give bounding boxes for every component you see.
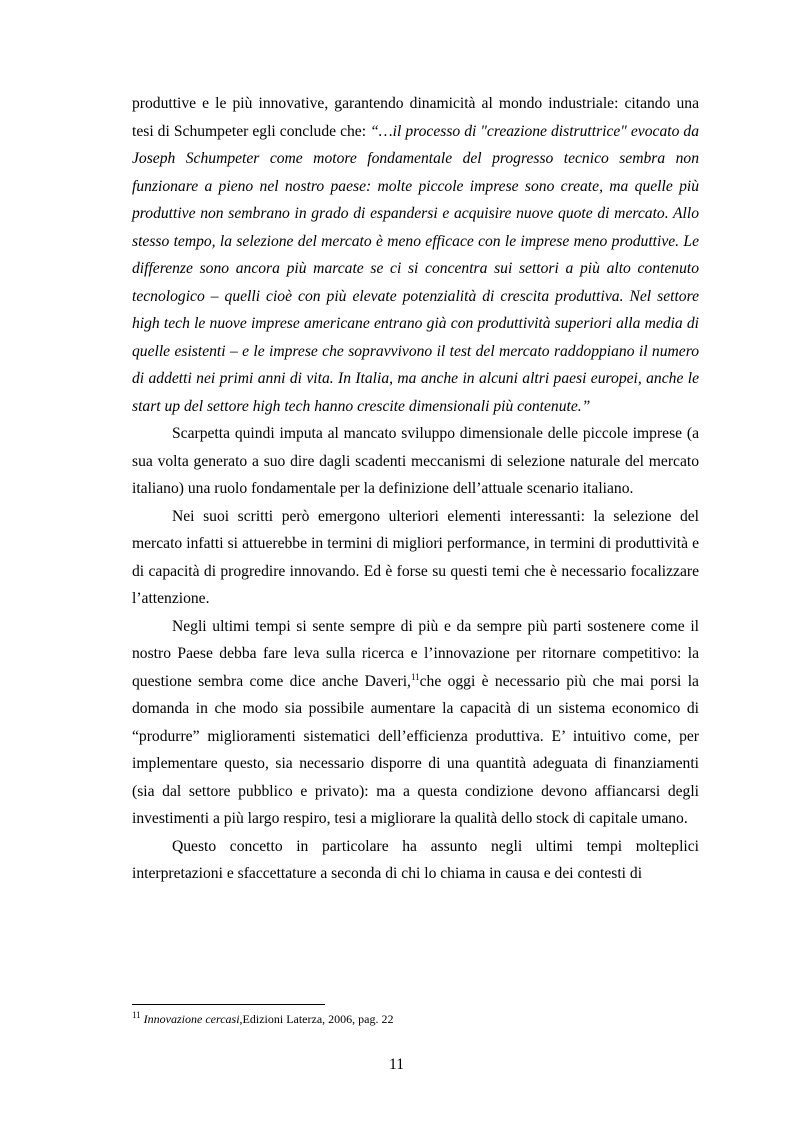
page-number: 11	[388, 1056, 404, 1073]
footnote-number: 11	[132, 1010, 141, 1020]
paragraph-5: Questo concetto in particolare ha assunto negli ultimi tempi molteplici interpretazioni e sfaccettature a seconda di chi lo chiama in causa e dei contesti di	[132, 837, 699, 882]
paragraph-4-before: Negli ultimi tempi si sente sempre di più e da sempre più parti sostenere come il nostro Paese debba fare leva sulla ricerca e l’innovazione per ritornare competitivo: la questione sembra come dice anche Daveri,	[132, 617, 699, 690]
schumpeter-quote: “…il processo di "creazione distruttrice" evocato da Joseph Schumpeter come motore fondamentale del progresso tecnico sembra non funzionare a pieno nel nostro paese: molte piccole imprese sono create, ma quelle più produttive non sembrano in grado di espandersi e acquisire nuove quote di mercato. Allo stesso tempo, la selezione del mercato è meno efficace con le imprese meno produttive. Le differenze sono ancora più marcate se ci si concentra sui settori a più alto contenuto tecnologico – quelli cioè con più elevate potenzialità di crescita produttiva. Nel settore high tech le nuove imprese americane entrano già con produttività superiori alla media di quelle esistenti – e le imprese che sopravvivono il test del mercato raddoppiano il numero di addetti nei primi anni di vita. In Italia, ma anche in alcuni altri paesi europei, anche le start up del settore high tech hanno crescite dimensionali più contenute.”	[132, 122, 699, 415]
paragraph-4-after: che oggi è necessario più che mai porsi la domanda in che modo sia possibile aumentare la capacità di un sistema economico di “produrre” miglioramenti sistematici dell’efficienza produttiva. E’ intuitivo come, per implementare questo, sia necessario disporre di una quantità adeguata di finanziamenti (sia dal settore pubblico e privato): ma a questa condizione devono affiancarsi degli investimenti a più largo respiro, tesi a migliorare la qualità dello stock di capitale umano.	[132, 672, 699, 827]
paragraph-1-intro: produttive e le più innovative, garantendo dinamicità al mondo industriale: citando una tesi di Schumpeter egli conclude che:	[132, 95, 699, 140]
footnote	[132, 1011, 393, 1027]
footnote-reference[interactable]: 11	[410, 671, 420, 682]
paragraph-4	[132, 613, 699, 833]
footnote-divider	[132, 1004, 325, 1005]
page-body	[132, 90, 699, 888]
paragraph-1	[132, 90, 699, 420]
footnote-details: ,Edizioni Laterza, 2006, pag. 22	[239, 1012, 394, 1026]
paragraph-2: Scarpetta quindi imputa al mancato sviluppo dimensionale delle piccole imprese (a sua volta generato a suo dire dagli scadenti meccanismi di selezione naturale del mercato italiano) una ruolo fondamentale per la definizione dell’attuale scenario italiano.	[132, 425, 699, 497]
footnote-title: Innovazione cercasi	[143, 1012, 240, 1026]
paragraph-3: Nei suoi scritti però emergono ulteriori elementi interessanti: la selezione del mercato infatti si attuerebbe in termini di migliori performance, in termini di produttività e di capacità di progredire innovando. Ed è forse su questi temi che è necessario focalizzare l’attenzione.	[132, 507, 699, 607]
